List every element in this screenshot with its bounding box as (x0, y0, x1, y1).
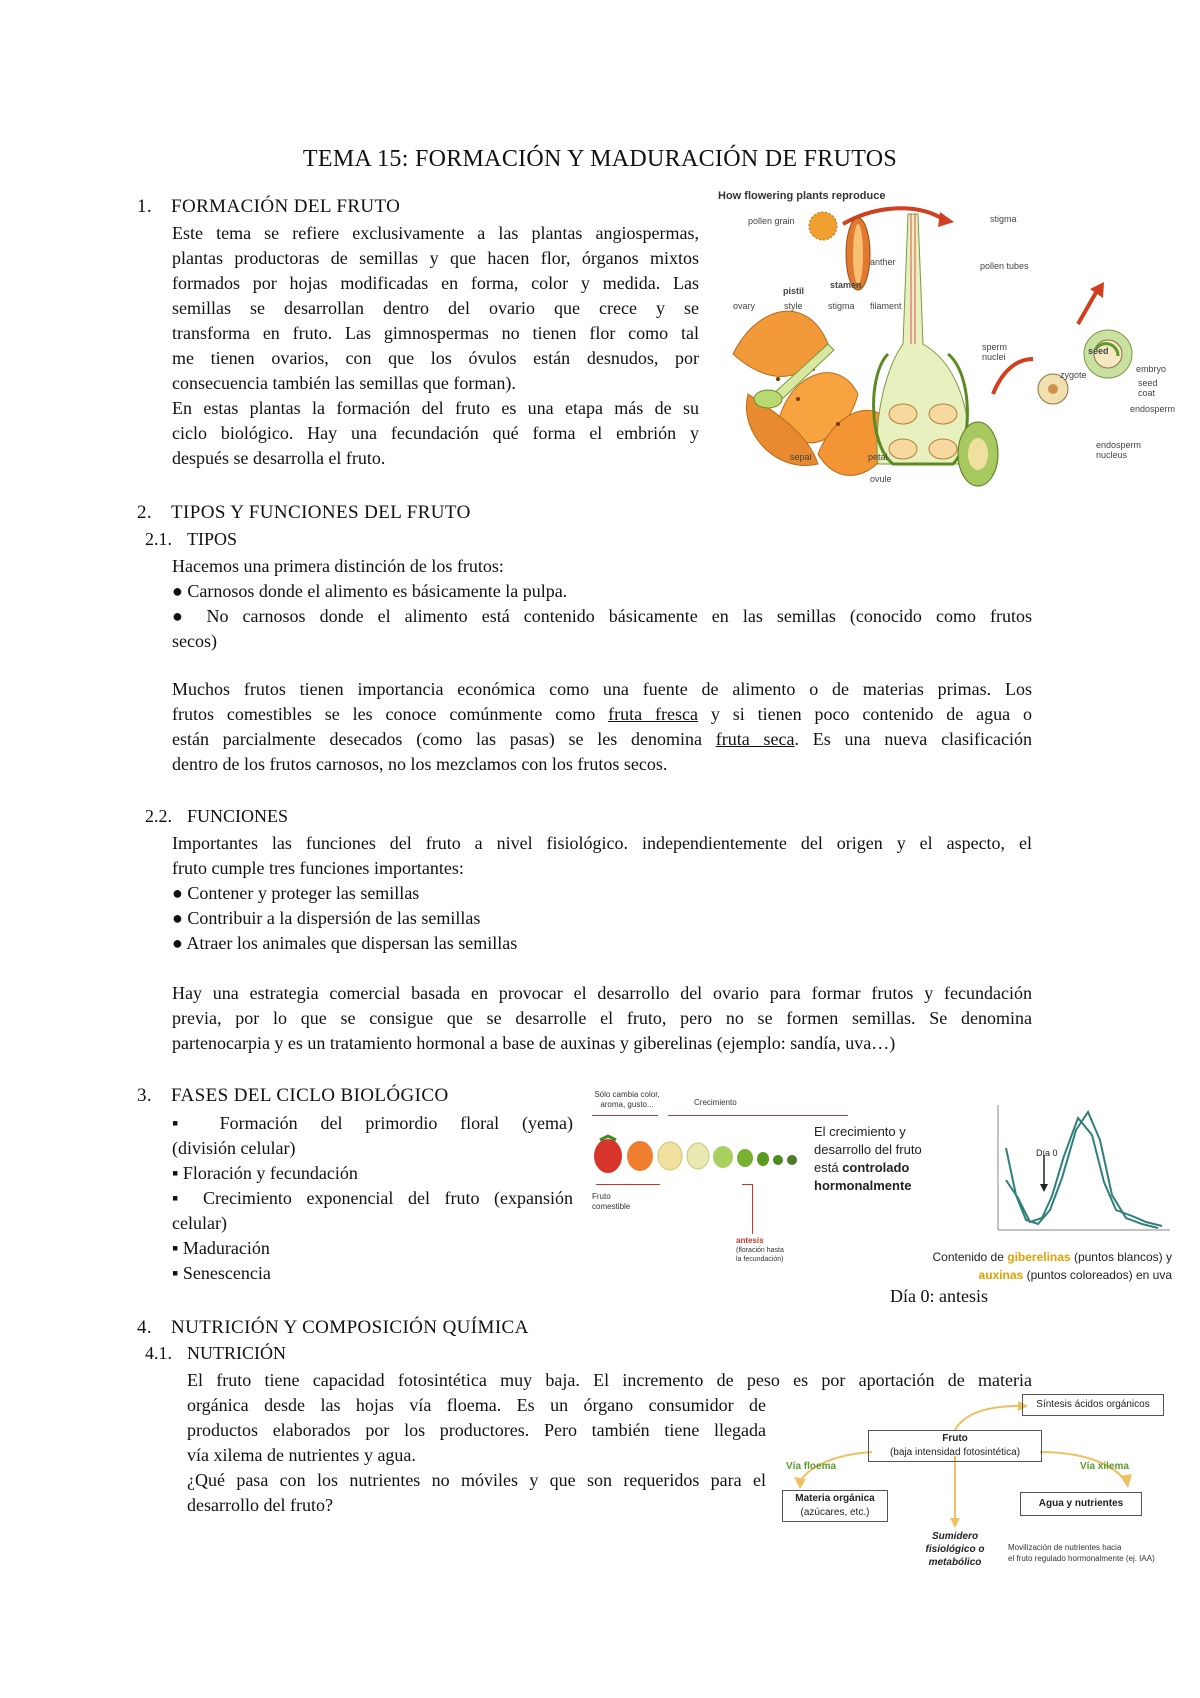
label-sepal: sepal (790, 452, 812, 462)
top-right-line (668, 1115, 848, 1116)
page-title: TEMA 15: FORMACIÓN Y MADURACIÓN DE FRUTOS (302, 146, 898, 172)
bottom-left-line (596, 1184, 660, 1185)
label-stamen: stamen (830, 280, 862, 290)
label-pollen-grain: pollen grain (748, 216, 795, 226)
figure-title: How flowering plants reproduce (718, 190, 886, 202)
flowering-plants-figure (718, 190, 1176, 500)
label-anther: anther (870, 257, 896, 267)
nutricion-line-1: El fruto tiene capacidad fotosintética muy baja. El incremento de peso es por aportación de materia (187, 1370, 1032, 1390)
box-fruto: Fruto (baja intensidad fotosintética) (868, 1430, 1042, 1462)
hormone-caption: Contenido de giberelinas (puntos blancos) y auxinas (puntos coloreados) en uva (932, 1250, 1172, 1282)
fruta-fresca-term: fruta fresca (608, 704, 698, 724)
fruta-seca-term: fruta seca (715, 729, 795, 749)
label-crecimiento: Crecimiento (694, 1098, 737, 1107)
label-ovary: ovary (733, 301, 756, 311)
funciones-block: Importantes las funciones del fruto a nivel fisiológico. independientemente del origen y el aspecto, el fruto cumple tres funciones importantes: ● Contener y proteger las semillas ● Contribuir a la dispersión de las semillas ● Atraer los animales que dispersan las semillas (172, 833, 1032, 953)
label-via-floema: Vía floema (786, 1461, 837, 1472)
label-stigma-top: stigma (990, 214, 1017, 224)
economic-paragraph: Muchos frutos tienen importancia económica como una fuente de alimento o de materias primas. Los frutos comestibles se les conoce comúnmente como fruta fresca y si tienen poco contenido de agua o están parcialmente desecados (como las pasas) se les denomina fruta seca. Es una nueva clasificación dentro de los frutos carnosos, no los mezclamos con los frutos secos. (172, 679, 1033, 774)
hormonal-text: El crecimiento y desarrollo del fruto está controlado hormonalmente (814, 1124, 922, 1193)
label-seed: seed (1088, 346, 1109, 356)
section-1-paragraph: Este tema se refiere exclusivamente a las plantas angiospermas, plantas productoras de semillas y que hacen flor, órganos mixtos formados por hojas modificadas en forma, color y medida. Las semillas se desarrollan dentro del ovario que crece y se transforma en fruto. Las gimnospermas no tienen flor como tal me tienen ovarios, con que los óvulos están desnudos, por consecuencia también las semillas que forman). En estas plantas la formación del fruto es una etapa más de su ciclo biológico. Hay una fecundación qué forma el embrión y después se desarrolla el fruto. (172, 223, 699, 468)
box-materia-organica: Materia orgánica (azúcares, etc.) (782, 1490, 888, 1522)
label-solo-cambia: Sólo cambia color, aroma, gusto... (594, 1090, 660, 1109)
tipos-block: Hacemos una primera distinción de los frutos: ● Carnosos donde el alimento es básicamente la pulpa. ● No carnosos donde el alimento está contenido básicamente en las semillas (conocido como frutos secos) (172, 556, 1032, 651)
label-embryo: embryo (1136, 364, 1167, 374)
label-endosperm: endosperm (1130, 404, 1176, 414)
box-sintesis: Síntesis ácidos orgánicos (1022, 1394, 1164, 1416)
label-via-xilema: Vía xilema (1080, 1461, 1129, 1472)
chart-dia0-label: Día 0 (1036, 1148, 1058, 1158)
label-filament: filament (870, 301, 902, 311)
partenocarpia-paragraph: Hay una estrategia comercial basada en provocar el desarrollo del ovario para formar frutos y fecundación previa, por lo que se consigue que se desarrolle el fruto, pero no se formen semillas. Se denomina partenocarpia y es un tratamiento hormonal a base de auxinas y giberelinas (ejemplo: sandía, uva…) (172, 983, 1032, 1053)
strawberry-sequence (590, 1128, 810, 1178)
label-seed-coat: seed coat (1138, 378, 1158, 398)
label-sumidero: Sumidero fisiológico o metabólico (925, 1531, 985, 1568)
hormone-chart (986, 1100, 1172, 1240)
label-sperm-nuclei: sperm nuclei (982, 342, 1008, 362)
series-giberelinas (1006, 1118, 1162, 1226)
fases-figure (590, 1088, 1180, 1288)
label-antesis: antesis (736, 1236, 764, 1245)
box-agua-nutrientes: Agua y nutrientes (1020, 1492, 1142, 1516)
dia0-note: Día 0: antesis (890, 1286, 988, 1306)
label-petal: petal (868, 452, 888, 462)
label-antesis-sub: (floración hasta la fecundación) (736, 1247, 784, 1263)
label-movilizacion: Movilización de nutrientes hacia el fruto regulado hormonalmente (ej. IAA) (1008, 1543, 1155, 1563)
antesis-line-top (742, 1184, 752, 1185)
label-ovule: ovule (870, 474, 892, 484)
label-endosperm-nucleus: endosperm nucleus (1096, 440, 1142, 460)
day0-arrowhead (1040, 1184, 1048, 1192)
label-pollen-tubes: pollen tubes (980, 261, 1029, 271)
antesis-line (752, 1184, 753, 1234)
label-pistil: pistil (783, 286, 805, 296)
label-fruto-comestible: Fruto comestible (592, 1192, 631, 1211)
series-auxinas (1006, 1112, 1158, 1228)
label-style: style (784, 301, 803, 311)
label-zygote: zygote (1060, 370, 1087, 380)
label-stigma: stigma (828, 301, 855, 311)
nutrition-diagram (780, 1392, 1180, 1592)
fases-list: ▪ Formación del primordio floral (yema) (división celular) ▪ Floración y fecundación ▪ Crecimiento exponencial del fruto (expansión celular) ▪ Maduración ▪ Senescencia (172, 1113, 573, 1283)
nutricion-paragraph: orgánica desde las hojas vía floema. Es un órgano consumidor de productos elaborados por los productores. Pero también tiene llegada vía xilema de nutrientes y agua. ¿Qué pasa con los nutrientes no móviles y que son requeridos para el desarrollo del fruto? (187, 1395, 766, 1515)
top-left-line (592, 1115, 658, 1116)
